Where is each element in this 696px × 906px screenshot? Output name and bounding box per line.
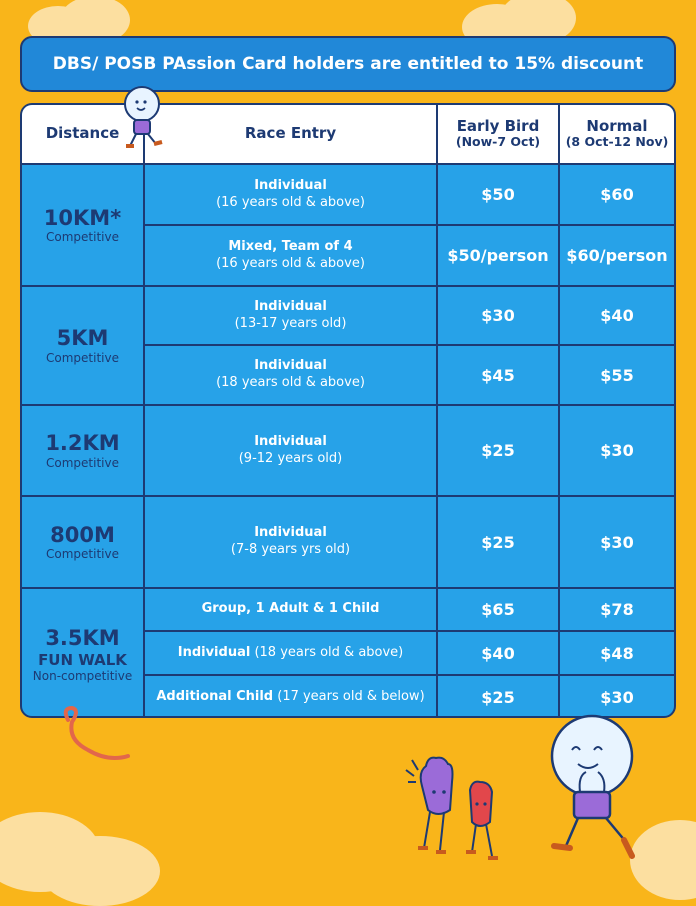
entry-cell (145, 676, 436, 718)
normal-price: $55 (600, 365, 634, 385)
early-price: $45 (481, 365, 515, 385)
early-price: $40 (481, 643, 515, 663)
entry-cell (145, 589, 436, 630)
early-price: $30 (481, 306, 515, 325)
race-type: Competitive (46, 230, 119, 245)
entry-detail: (9-12 years old) (238, 450, 343, 466)
early-price: $50 (481, 185, 515, 204)
entry-label: Individual (254, 433, 327, 449)
header-distance-label: Distance (45, 124, 120, 143)
header-normal (560, 105, 674, 163)
early-price: $50/person (447, 246, 549, 265)
entry-detail: (16 years old & above) (216, 255, 365, 271)
race-type: Competitive (46, 455, 119, 470)
entry-label: Mixed, Team of 4 (228, 238, 353, 254)
header-race-entry (145, 105, 436, 163)
entry-cell (145, 406, 436, 495)
entry-cell (145, 287, 436, 344)
entry-label: Individual (254, 525, 327, 541)
normal-price: $30 (600, 441, 634, 460)
entry-cell (145, 632, 436, 674)
entry-cell (145, 165, 436, 224)
banner-text: DBS/ POSB PAssion Card holders are entitled to 15% discount (52, 54, 644, 74)
entry-cell (145, 226, 436, 285)
header-early-bird-label: Early Bird (456, 117, 540, 136)
gloves-mascot-icon (400, 752, 510, 872)
header-race-entry-label: Race Entry (244, 124, 337, 143)
entry-cell (145, 497, 436, 587)
distance-1-2km (22, 406, 143, 495)
distance-5km (22, 287, 143, 404)
entry-label: Individual (254, 298, 327, 314)
race-type: Non-competitive (32, 668, 133, 683)
entry-detail: (18 years old & above) (250, 645, 404, 660)
divider (436, 105, 438, 163)
early-price: $65 (481, 600, 515, 619)
distance-label: 3.5KM (45, 626, 120, 651)
entry-detail: (17 years old & below) (273, 689, 425, 704)
header-normal-dates: (8 Oct-12 Nov) (565, 134, 669, 150)
normal-price: $30 (600, 532, 634, 552)
entry-detail: (16 years old & above) (216, 194, 365, 210)
entry-label: Individual (254, 177, 327, 193)
distance-3-5km (22, 589, 143, 718)
header-early-bird-dates: (Now-7 Oct) (455, 134, 541, 150)
distance-label: 1.2KM (45, 431, 120, 456)
worm-doodle-icon (58, 700, 138, 770)
cloud-decoration (40, 836, 160, 906)
normal-price: $40 (600, 306, 634, 325)
normal-price: $60 (600, 185, 634, 204)
distance-label: 10KM* (43, 205, 122, 230)
entry-detail: (18 years old & above) (216, 375, 365, 390)
entry-label: Additional Child (156, 689, 274, 704)
distance-10km (22, 165, 143, 285)
entry-label: Group, 1 Adult & 1 Child (201, 601, 380, 617)
early-price: $25 (481, 441, 515, 460)
distance-800m (22, 497, 143, 587)
distance-label: 800M (50, 522, 115, 547)
price-table (20, 103, 676, 718)
entry-detail: (13-17 years old) (234, 315, 347, 331)
divider (558, 105, 560, 163)
race-type: Competitive (46, 547, 119, 562)
normal-price: $60/person (566, 246, 668, 265)
entry-label: Individual (177, 645, 251, 660)
early-price: $25 (481, 532, 515, 552)
header-normal-label: Normal (586, 117, 648, 136)
race-type: Competitive (46, 350, 119, 365)
distance-sub-label: FUN WALK (38, 650, 127, 669)
early-price: $25 (481, 687, 515, 707)
entry-detail: (7-8 years yrs old) (230, 542, 351, 557)
normal-price: $48 (600, 643, 634, 663)
entry-cell (145, 346, 436, 404)
normal-price: $30 (600, 687, 634, 707)
header-early-bird (438, 105, 558, 163)
distance-label: 5KM (56, 326, 109, 351)
entry-label: Individual (254, 358, 327, 374)
lightbulb-mascot-icon (526, 706, 666, 876)
normal-price: $78 (600, 600, 634, 619)
lightbulb-mascot-icon (112, 84, 174, 156)
